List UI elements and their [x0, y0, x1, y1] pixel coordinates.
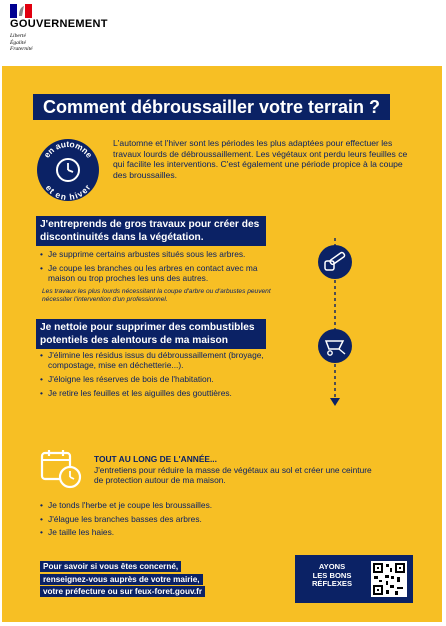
list-item: • J'élimine les résidus issus du débroussaillement (broyage, compostage, mise en déchetterie...). — [40, 350, 268, 370]
list-item: • Je taille les haies. — [40, 527, 280, 537]
list-item: • Je tonds l'herbe et je coupe les broussailles. — [40, 500, 280, 510]
section1-title: J'entreprends de gros travaux pour créer des discontinuités dans la végétation. — [36, 216, 266, 246]
government-logo — [6, 4, 126, 52]
poster-title: Comment débroussailler votre terrain ? — [33, 94, 390, 120]
list-item: • J'éloigne les réserves de bois de l'habitation. — [40, 374, 268, 384]
poster — [2, 66, 442, 622]
intro-text: L'automne et l'hiver sont les périodes les plus adaptées pour effectuer les travaux lourds de débroussaillement. Les végétaux ont perdu leurs feuilles ce qui facilite les interventions. C'est également une période propice à la coupe des broussailles. — [113, 138, 408, 180]
badge-top-text: en automne — [41, 139, 95, 160]
list-item: • Je retire les feuilles et les aiguilles des gouttières. — [40, 388, 268, 398]
reflex-box — [295, 555, 413, 603]
wheelbarrow-icon — [318, 329, 352, 363]
svg-text:et en hiver — [44, 182, 93, 201]
list-item: • Je coupe les branches ou les arbres en contact avec ma maison ou trop proches les uns des autres. — [40, 263, 275, 283]
year-title: TOUT AU LONG DE L'ANNÉE... — [94, 454, 217, 464]
brand-name: GOUVERNEMENT — [10, 18, 108, 30]
timeline — [315, 238, 355, 410]
section1-list — [40, 249, 275, 287]
season-badge — [37, 139, 99, 201]
info-line: renseignez-vous auprès de votre mairie, — [40, 574, 203, 585]
qr-code-icon[interactable] — [371, 561, 407, 597]
section2-list — [40, 350, 268, 401]
list-item: • Je supprime certains arbustes situés sous les arbres. — [40, 249, 275, 259]
badge-bottom-text: et en hiver — [43, 182, 93, 201]
year-list — [40, 500, 280, 541]
info-line: Pour savoir si vous êtes concerné, — [40, 561, 181, 572]
section1-note: Les travaux les plus lourds nécessitant la coupe d'arbre ou d'arbustes peuvent nécessiter l'intervention d'un professionnel. — [42, 288, 271, 303]
motto: Liberté Égalité Fraternité — [10, 33, 33, 52]
calendar-clock-icon — [39, 448, 83, 490]
info-block — [40, 561, 220, 599]
chainsaw-icon — [318, 245, 352, 279]
svg-text:en automne — [42, 139, 95, 160]
list-item: • J'élague les branches basses des arbres. — [40, 514, 280, 524]
year-text: J'entretiens pour réduire la masse de végétaux au sol et créer une ceinture de protection autour de ma maison. — [94, 465, 372, 486]
clock-icon — [57, 159, 79, 181]
section2-title: Je nettoie pour supprimer des combustibles potentiels des alentours de ma maison — [36, 319, 266, 349]
marianne-icon — [10, 4, 32, 18]
info-line: votre préfecture ou sur feux-foret.gouv.fr — [40, 586, 205, 597]
reflex-text: AYONS LES BONS RÉFLEXES — [311, 562, 353, 589]
